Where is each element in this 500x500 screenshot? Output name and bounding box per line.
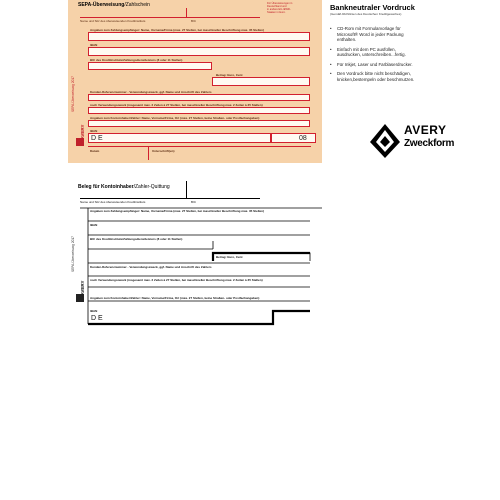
field-iban-zahler-receipt[interactable] <box>89 313 272 323</box>
logo-brand: AVERY <box>404 123 447 137</box>
iban-prefix-receipt: D E <box>91 315 103 322</box>
bullet-item: • CD-Rom mit Formularvorlage für Microsoft® Word in jeder Packung enthalten. <box>330 26 404 42</box>
label-datum: Datum <box>90 149 100 153</box>
label-iban-receipt: IBAN <box>90 223 98 227</box>
bullet-item: • Für Inkjet, Laser und Farblaserdrucker. <box>330 61 413 67</box>
label-betrag: Betrag: Euro, Cent <box>216 73 243 77</box>
avery-small-logo-top <box>76 124 84 146</box>
field-referenz[interactable] <box>88 94 310 101</box>
label-empfaenger-receipt: Angaben zum Zahlungsempfänger: Name, Vorname/Firma (max. 27 Stellen, bei maschineller Beschriftung max. 35 Stellen) <box>90 209 264 213</box>
svg-text:AVERY: AVERY <box>80 280 85 296</box>
label-betrag-receipt: Betrag: Euro, Cent <box>216 255 243 259</box>
iban-prefix: D E <box>91 135 103 142</box>
avery-logo-icon <box>368 122 402 160</box>
panel-subtitle: (Gemäß Richtlinien des Deutschen Kreditgewerbes) <box>330 12 402 16</box>
label-kontoinhaber: Angaben zum Kontoinhaber/Zahler: Name, Vorname/Firma, Ort (max. 27 Stellen, keine Straßen- oder Postfachangaben) <box>90 116 260 120</box>
label-bic-kreditinstitut: BIC des Kreditinstituts/Zahlungsdienstleisters (8 oder 11 Stellen) <box>90 58 183 62</box>
receipt-form <box>68 179 322 339</box>
label-kreditinstitut-receipt: Name und Sitz des überweisenden Kreditinstituts <box>80 200 146 204</box>
field-empfaenger[interactable] <box>88 32 310 41</box>
bullet-item: • Den Vordruck bitte nicht beschädigen, knicken,bestempeln oder beschmutzen. <box>330 71 415 82</box>
field-iban-receipt[interactable] <box>89 227 309 234</box>
label-kontoinhaber-receipt: Angaben zum Kontoinhaber/Zahler: Name, Vorname/Firma, Ort (max. 27 Stellen, keine Straßen- oder Postfachangaben) <box>90 296 260 300</box>
bullet-item: • Einfach mit dem PC ausfüllen, ausdrucken, unterschreiben...fertig. <box>330 46 406 57</box>
panel-title: Bankneutraler Vordruck <box>330 3 415 12</box>
form-note: Für Überweisungen in Deutschland und in andere EU-/EWR- Staaten in Euro. <box>267 2 293 14</box>
field-bic[interactable] <box>88 62 212 70</box>
form-title: SEPA-Überweisung/Zahlschein <box>78 2 150 8</box>
receipt-title: Beleg für Kontoinhaber/Zahler-Quittung <box>78 184 170 190</box>
label-verwendung: noch Verwendungszweck (insgesamt max. 2 Zeilen à 27 Stellen, bei maschineller Beschriftung max. 2 Zeilen à 35 Stellen) <box>90 103 263 107</box>
logo-sub: Zweckform <box>404 138 455 149</box>
field-kontoinhaber[interactable] <box>88 120 310 127</box>
label-bic-receipt: BIC <box>191 200 197 204</box>
label-iban: IBAN <box>90 43 98 47</box>
svg-text:AVERY: AVERY <box>80 124 85 140</box>
field-betrag-receipt[interactable] <box>214 255 309 262</box>
field-verwendung[interactable] <box>88 107 310 114</box>
label-bic-kreditinstitut-receipt: BIC des Kreditinstituts/Zahlungsdienstleisters (8 oder 11 Stellen) <box>90 237 183 241</box>
field-betrag[interactable] <box>212 77 310 86</box>
avery-zweckform-logo <box>368 120 468 180</box>
label-referenz: Kunden-Referenznummer - Verwendungszweck, ggf. Name und Anschrift des Zahlers <box>90 90 212 94</box>
label-empfaenger: Angaben zum Zahlungsempfänger: Name, Vorname/Firma (max. 27 Stellen, bei maschineller Beschriftung max. 35 Stellen) <box>90 28 264 32</box>
field-kontoinhaber-receipt[interactable] <box>89 289 309 300</box>
label-bic: BIC <box>191 19 197 23</box>
side-label-bottom: SEPA-Überweisung 2017 <box>71 236 75 272</box>
field-empfaenger-receipt[interactable] <box>89 213 309 220</box>
label-unterschrift: Unterschrift(en) <box>152 149 175 153</box>
label-verwendung-receipt: noch Verwendungszweck (insgesamt max. 2 Zeilen à 27 Stellen, bei maschineller Beschriftung max. 2 Zeilen à 35 Stellen) <box>90 278 263 282</box>
field-iban-zahler[interactable] <box>88 133 271 143</box>
panel-bullets <box>330 26 450 82</box>
sepa-transfer-form <box>68 0 322 163</box>
field-bic-receipt[interactable] <box>89 241 212 248</box>
form-code: 08 <box>299 135 307 142</box>
label-referenz-receipt: Kunden-Referenznummer - Verwendungszweck, ggf. Name und Anschrift des Zahlers <box>90 265 212 269</box>
label-iban-zahler: IBAN <box>90 129 98 133</box>
side-label-top: SEPA-Überweisung 2017 <box>71 76 75 112</box>
field-code <box>271 133 316 143</box>
label-iban-zahler-receipt: IBAN <box>90 309 98 313</box>
avery-small-logo-bottom <box>76 280 84 302</box>
label-kreditinstitut: Name und Sitz des überweisenden Kreditinstituts <box>80 19 146 23</box>
field-iban[interactable] <box>88 47 310 56</box>
